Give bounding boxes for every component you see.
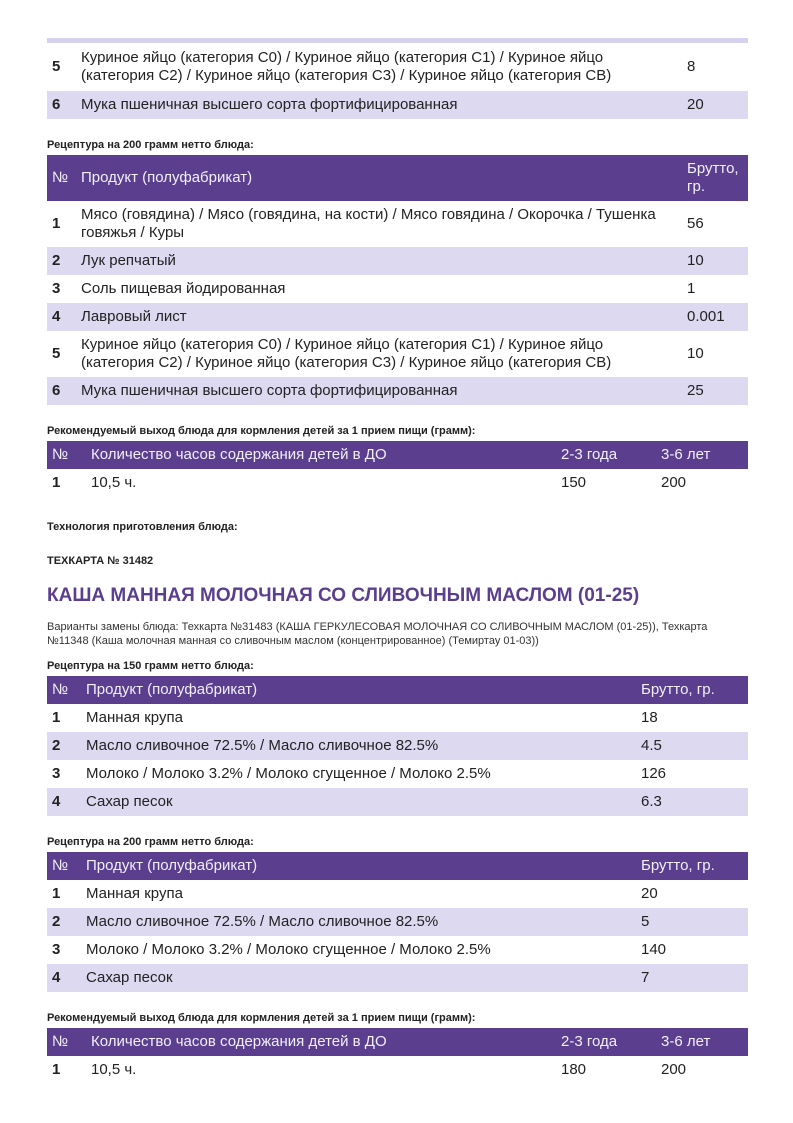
product-cell: Лавровый лист <box>77 303 683 331</box>
product-cell: Соль пищевая йодированная <box>81 280 286 297</box>
output-caption: Рекомендуемый выход блюда для кормления детей за 1 прием пищи (грамм): <box>47 1012 476 1024</box>
row-number: 4 <box>47 788 82 816</box>
product-cell: Куриное яйцо (категория С0) / Куриное яйцо (категория С1) / Куриное яйцо (категория С2) / Куриное яйцо (категория С3) / Куриное яйцо (категория СВ) <box>81 49 612 84</box>
table-row <box>47 908 748 936</box>
row-number: 3 <box>52 941 61 958</box>
table-row <box>47 732 748 760</box>
row-number: 5 <box>52 58 61 75</box>
product-cell: Молоко / Молоко 3.2% / Молоко сгущенное / Молоко 2.5% <box>86 765 491 782</box>
table-row <box>47 469 748 497</box>
table-row <box>47 91 748 119</box>
row-number: 4 <box>47 303 77 331</box>
column-header-brutto: Брутто, гр. <box>637 676 748 704</box>
product-cell: Масло сливочное 72.5% / Масло сливочное 82.5% <box>82 732 637 760</box>
brutto-cell: 1 <box>687 280 696 297</box>
brutto-cell: 7 <box>637 964 748 992</box>
replacement-variants: Варианты замены блюда: Техкарта №31483 (КАША ГЕРКУЛЕСОВАЯ МОЛОЧНАЯ СО СЛИВОЧНЫМ МАСЛОМ (01-25)), Техкарта №11348 (Каша молочная манная со сливочным маслом (концентрированное) (Темиртау 01-03)) <box>47 621 708 647</box>
table-row <box>47 377 748 405</box>
row-number: 1 <box>52 215 61 232</box>
brutto-cell: 140 <box>641 941 667 958</box>
recipe-caption: Рецептура на 200 грамм нетто блюда: <box>47 139 254 151</box>
column-header-hours: Количество часов содержания детей в ДО <box>87 1028 557 1056</box>
age-3-6-cell: 200 <box>661 474 687 491</box>
table-row <box>47 704 748 732</box>
row-number: 5 <box>52 345 61 362</box>
table-header-row <box>47 441 748 469</box>
column-header-age-2-3: 2-3 года <box>557 1028 657 1056</box>
row-number: 2 <box>47 247 77 275</box>
table-row <box>47 275 748 303</box>
column-header-number: № <box>47 155 77 201</box>
hours-cell: 10,5 ч. <box>91 1061 137 1078</box>
recipe-caption: Рецептура на 200 грамм нетто блюда: <box>47 836 254 848</box>
brutto-cell: 18 <box>641 709 658 726</box>
brutto-cell: 0.001 <box>683 303 748 331</box>
table-header-row <box>47 1028 748 1056</box>
technology-label: Технология приготовления блюда: <box>47 521 238 533</box>
brutto-cell: 56 <box>687 215 704 232</box>
table-header-row <box>47 852 748 880</box>
product-cell: Лук репчатый <box>77 247 683 275</box>
table-row <box>47 760 748 788</box>
output-caption: Рекомендуемый выход блюда для кормления детей за 1 прием пищи (грамм): <box>47 425 476 437</box>
row-number: 3 <box>52 765 61 782</box>
table-header-row <box>47 676 748 704</box>
recipe-table <box>47 852 748 992</box>
product-cell: Мука пшеничная высшего сорта фортифицированная <box>77 377 683 405</box>
product-cell: Мясо (говядина) / Мясо (говядина, на кости) / Мясо говядина / Окорочка / Тушенка говяжья / Куры <box>81 206 656 241</box>
table-row <box>47 247 748 275</box>
age-3-6-cell: 200 <box>661 1061 687 1078</box>
product-cell: Молоко / Молоко 3.2% / Молоко сгущенное / Молоко 2.5% <box>86 941 491 958</box>
table-header-row <box>47 155 748 201</box>
column-header-number: № <box>47 676 82 704</box>
table-row <box>47 43 748 91</box>
brutto-cell: 25 <box>683 377 748 405</box>
table-row <box>47 788 748 816</box>
column-header-hours: Количество часов содержания детей в ДО <box>87 441 557 469</box>
row-number: 2 <box>47 908 82 936</box>
table-row <box>47 303 748 331</box>
row-number: 2 <box>47 732 82 760</box>
column-header-number: № <box>47 852 82 880</box>
brutto-cell: 20 <box>641 885 658 902</box>
row-number: 1 <box>52 709 61 726</box>
row-number: 1 <box>52 1061 61 1078</box>
output-table <box>47 441 748 497</box>
row-number: 1 <box>52 885 61 902</box>
techcard-number: ТЕХКАРТА № 31482 <box>47 555 154 567</box>
brutto-cell: 20 <box>683 91 748 119</box>
age-2-3-cell: 180 <box>561 1061 587 1078</box>
product-cell: Масло сливочное 72.5% / Масло сливочное 82.5% <box>82 908 637 936</box>
hours-cell: 10,5 ч. <box>91 474 137 491</box>
row-number: 6 <box>47 377 77 405</box>
dish-title: КАША МАННАЯ МОЛОЧНАЯ СО СЛИВОЧНЫМ МАСЛОМ (01-25) <box>47 585 640 606</box>
table-row <box>47 1056 748 1084</box>
brutto-cell: 4.5 <box>637 732 748 760</box>
product-cell: Манная крупа <box>86 709 183 726</box>
product-cell: Манная крупа <box>86 885 183 902</box>
document-page <box>47 38 748 1084</box>
column-header-product: Продукт (полуфабрикат) <box>77 155 683 201</box>
column-header-age-2-3: 2-3 года <box>557 441 657 469</box>
age-2-3-cell: 150 <box>561 474 587 491</box>
recipe-caption: Рецептура на 150 грамм нетто блюда: <box>47 660 254 672</box>
recipe-table-continued <box>47 43 748 119</box>
row-number: 3 <box>52 280 61 297</box>
column-header-product: Продукт (полуфабрикат) <box>82 852 637 880</box>
column-header-brutto: Брутто, гр. <box>637 852 748 880</box>
table-row <box>47 331 748 377</box>
table-row <box>47 936 748 964</box>
column-header-number: № <box>47 441 87 469</box>
brutto-cell: 5 <box>637 908 748 936</box>
column-header-number: № <box>47 1028 87 1056</box>
recipe-table <box>47 676 748 816</box>
brutto-cell: 126 <box>641 765 667 782</box>
brutto-cell: 10 <box>687 345 704 362</box>
brutto-cell: 8 <box>687 58 696 75</box>
table-row <box>47 201 748 247</box>
brutto-cell: 6.3 <box>637 788 748 816</box>
brutto-cell: 10 <box>683 247 748 275</box>
product-cell: Куриное яйцо (категория С0) / Куриное яйцо (категория С1) / Куриное яйцо (категория С2) / Куриное яйцо (категория С3) / Куриное яйцо (категория СВ) <box>81 336 612 371</box>
column-header-age-3-6: 3-6 лет <box>657 441 748 469</box>
column-header-brutto: Брутто, гр. <box>683 155 748 201</box>
column-header-age-3-6: 3-6 лет <box>657 1028 748 1056</box>
output-table <box>47 1028 748 1084</box>
row-number: 1 <box>52 474 61 491</box>
row-number: 6 <box>47 91 77 119</box>
product-cell: Сахар песок <box>82 964 637 992</box>
row-number: 4 <box>47 964 82 992</box>
table-row <box>47 880 748 908</box>
table-row <box>47 964 748 992</box>
column-header-product: Продукт (полуфабрикат) <box>82 676 637 704</box>
product-cell: Сахар песок <box>82 788 637 816</box>
product-cell: Мука пшеничная высшего сорта фортифицированная <box>77 91 683 119</box>
recipe-table <box>47 155 748 405</box>
